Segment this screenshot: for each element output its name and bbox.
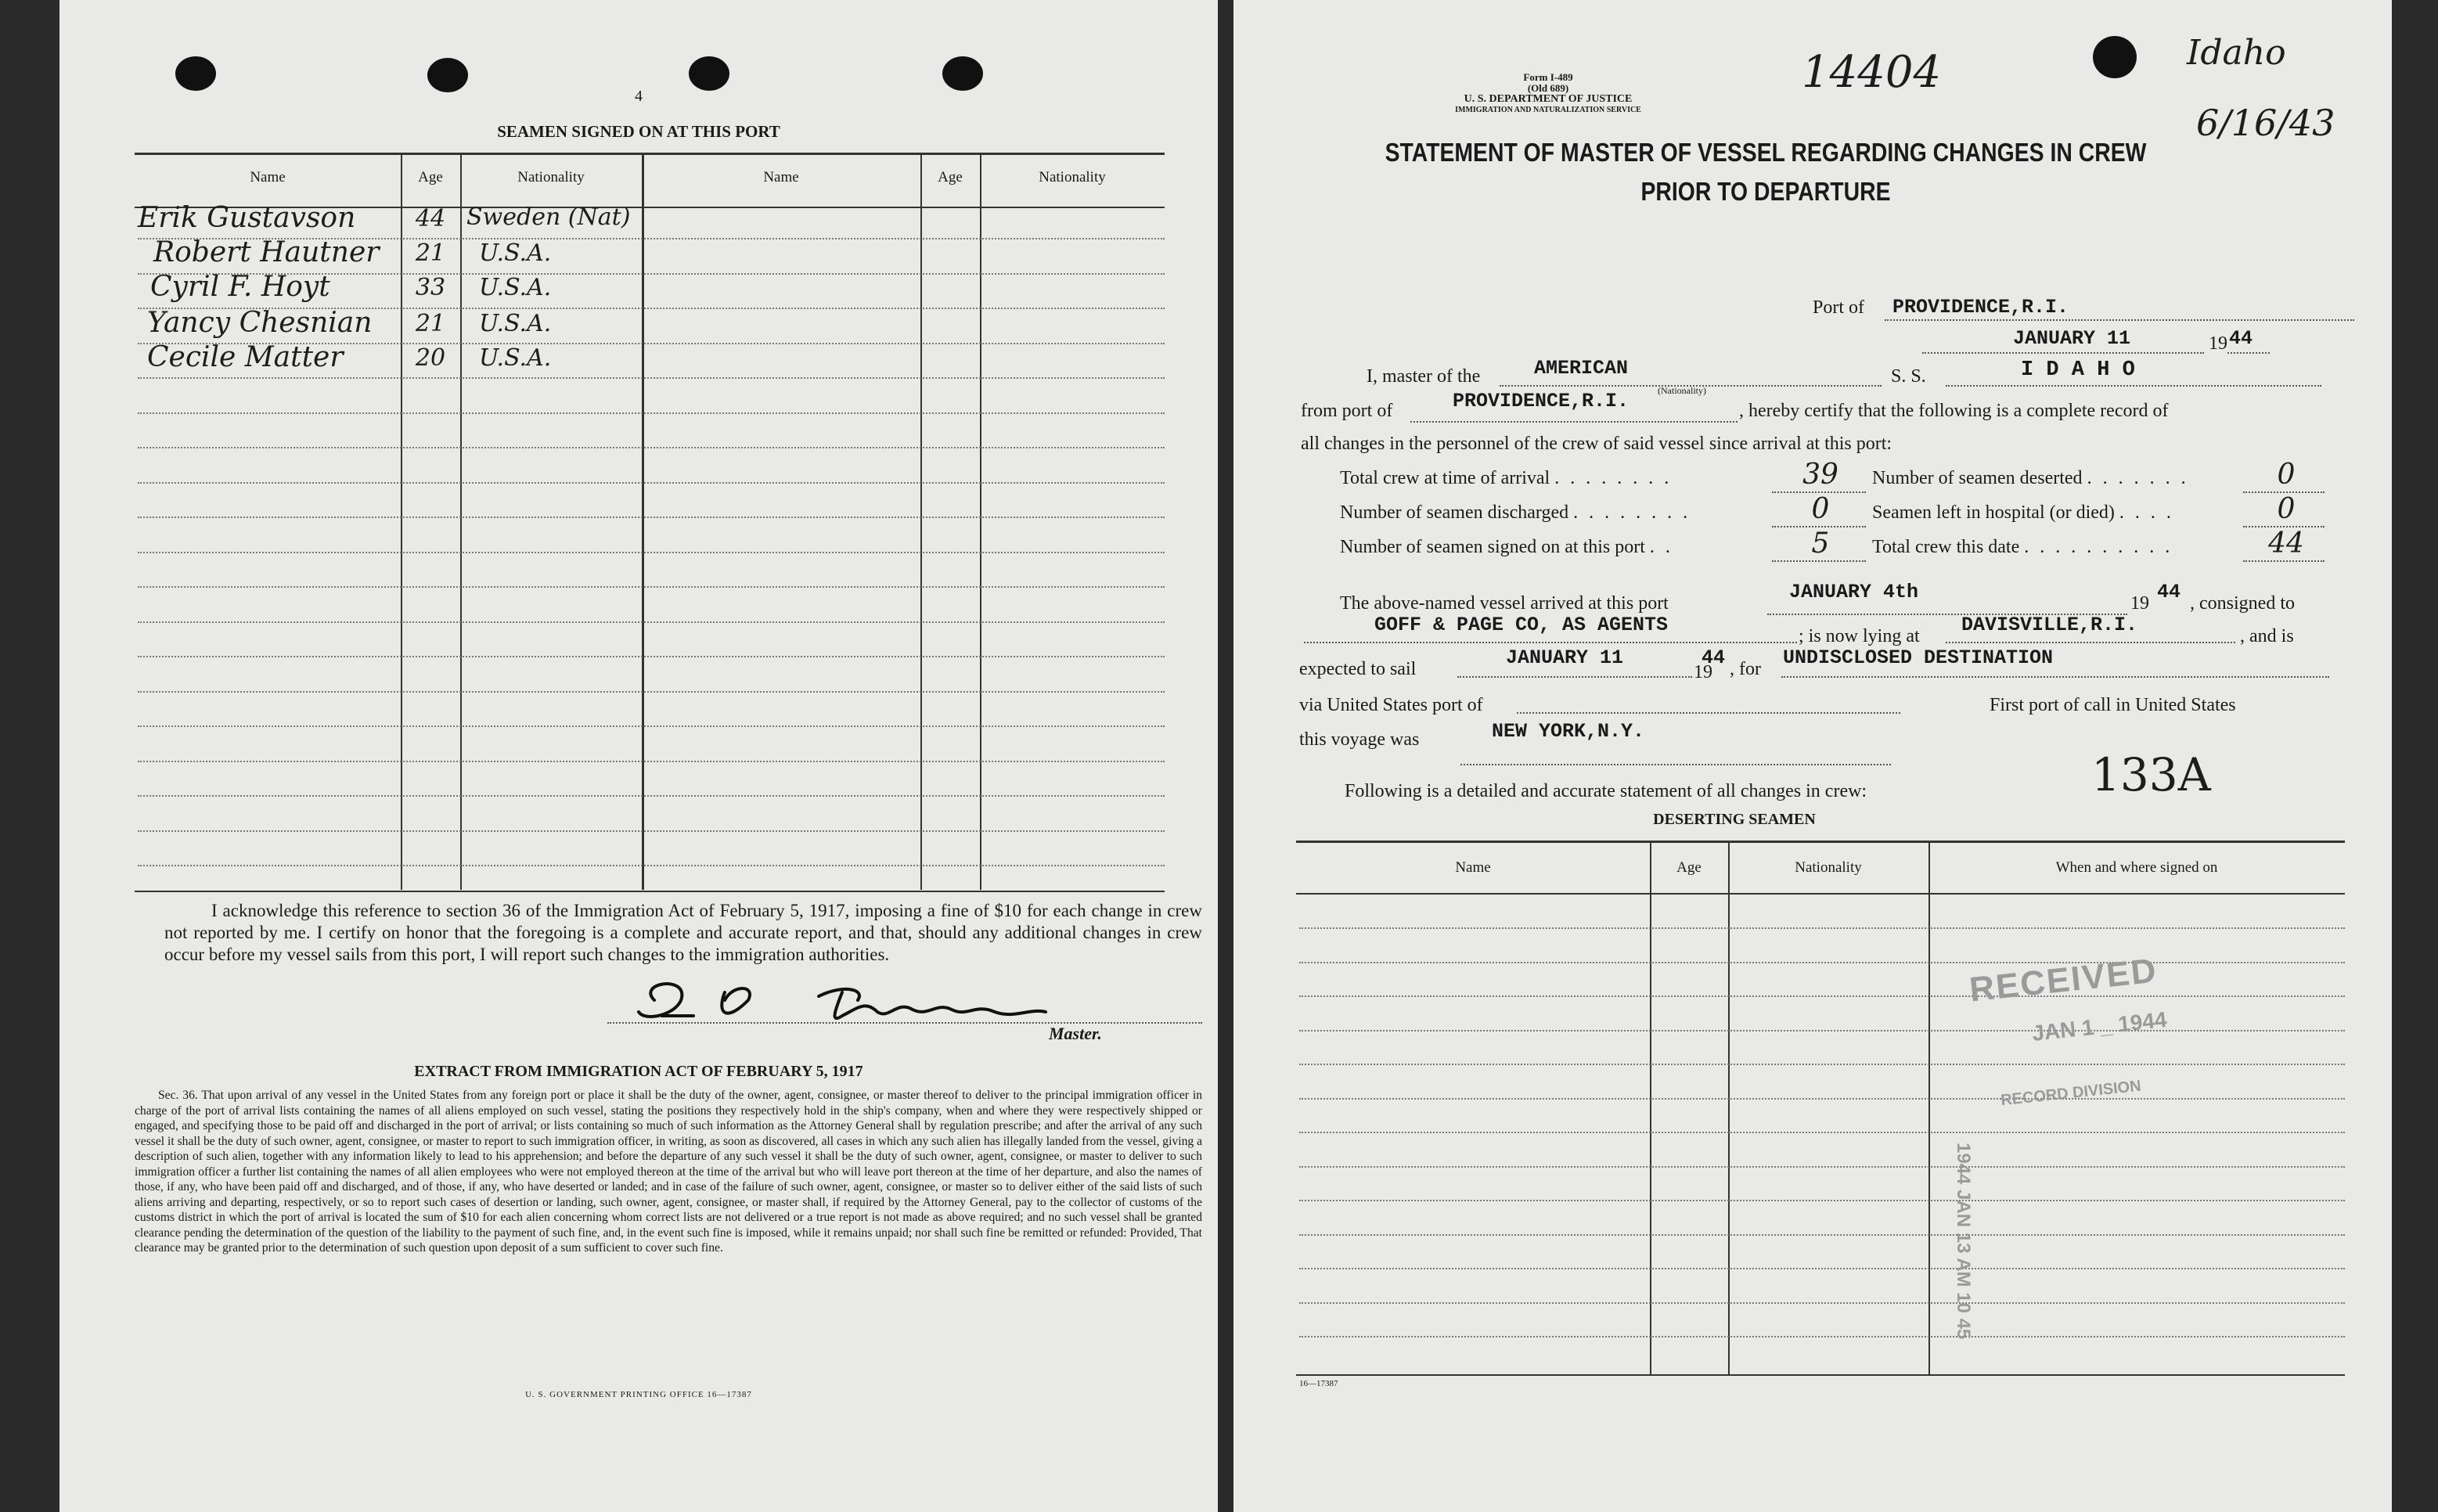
row-rule (138, 691, 1165, 693)
form-title-line1: STATEMENT OF MASTER OF VESSEL REGARDING CHANGES IN CREW (1385, 138, 2147, 167)
seaman-name: Cecile Matter (147, 341, 344, 373)
row-rule (138, 725, 1165, 727)
row-rule (138, 552, 1165, 553)
seaman-nationality: U.S.A. (479, 274, 552, 301)
stat-label: Seamen left in hospital (or died) . . . . (1872, 502, 2174, 523)
certify-text-continued: all changes in the personnel of the crew of said vessel since arrival at this port: (1301, 434, 1892, 454)
seaman-nationality: U.S.A. (479, 310, 552, 337)
row-rule (1299, 1336, 2345, 1337)
vessel-underline (1946, 385, 2321, 387)
from-port-underline (1410, 421, 1738, 423)
seaman-age: 33 (415, 274, 446, 301)
row-rule (1299, 995, 2345, 997)
col-divider (1728, 842, 1730, 1374)
nationality-value: AMERICAN (1534, 357, 1629, 380)
row-rule (1299, 1098, 2345, 1100)
seaman-age: 21 (415, 310, 446, 337)
row-rule (138, 238, 1165, 239)
left-page (59, 0, 1218, 1512)
col-divider (460, 154, 462, 890)
table-top-rule (135, 153, 1165, 155)
row-rule (1299, 962, 2345, 963)
deserting-table-top-rule (1296, 841, 2345, 843)
year-prefix: 19 (2209, 333, 2227, 354)
stat-value: 0 (2277, 459, 2296, 491)
row-rule (138, 621, 1165, 623)
expected-year: 44 (1702, 646, 1726, 669)
seaman-nationality: U.S.A. (479, 344, 552, 372)
deserting-table-bottom-rule (1296, 1374, 2345, 1376)
row-rule (138, 865, 1165, 866)
destination-underline (1781, 676, 2329, 678)
destination-value: UNDISCLOSED DESTINATION (1783, 646, 2054, 669)
row-rule (138, 830, 1165, 832)
col-header-name: Name (763, 169, 799, 185)
lying-at-value: DAVISVILLE,R.I. (1961, 614, 2138, 636)
arrived-date: JANUARY 4th (1789, 581, 1919, 603)
deserting-col-nationality: Nationality (1795, 859, 1862, 876)
extract-text: Sec. 36. That upon arrival of any vessel in the United States from any foreign port or place it shall be the duty of the owner, agent, consignee, or master thereof to deliver to the principal immigration officer in charge of the port of arrival lists containing the names of all aliens employed on such vessel, stating the positions they respectively hold in the ship's company, when and where they were respectively shipped or engaged, and specifying those to be paid off and discharged in the port of arrival; or lists containing so much of such information as the Attorney General shall by regulation prescribe; and after the arrival of any such vessel it shall be the duty of such owner, agent, consignee, or master to report to such immigration officer, in writing, as soon as discovered, all cases in which any such alien has illegally landed from the vessel, giving a description of such alien, together with any information likely to lead to his apprehension; and before the departure of any such vessel it shall be the duty of such owner, agent, consignee, or master to deliver to such immigration officer a further list containing the names of all alien employees who were not employed thereon at the time of the arrival but who will leave port thereon at the time of her departure, and also the names of those, if any, who have been paid off and discharged, and of those, if any, who have deserted or landed; and in case of the failure of such owner, agent, consignee, or master so to deliver either of the said lists of such aliens arriving and departing, respectively, or so to report such cases of desertion or landing, such owner, agent, consignee, or master shall, if required by the Attorney General, pay to the collector of customs of the customs district in which the port of arrival is located the sum of $10 for each alien concerning whom correct lists are not delivered or a true report is not made as above required; and no such vessel shall be granted clearance pending the determination of the question of the liability to the payment of such fine, and, in the event such fine is imposed, while it remains unpaid; nor shall such fine be remitted or refunded: Provided, That clearance may be granted prior to the determination of such question upon deposit of a sum sufficient to cover such fine. (135, 1089, 1202, 1255)
port-label: Port of (1813, 297, 1864, 318)
punch-hole (2093, 36, 2137, 78)
row-rule (138, 412, 1165, 414)
row-rule (138, 377, 1165, 379)
following-label: Following is a detailed and accurate statement of all changes in crew: (1345, 781, 1867, 801)
seaman-name: Yancy Chesnian (147, 307, 373, 339)
expected-year-prefix: 19 (1694, 662, 1712, 682)
port-underline (1885, 319, 2354, 321)
received-stamp-date: JAN 1 _ 1944 (2030, 1007, 2168, 1046)
row-rule (1299, 1302, 2345, 1304)
row-rule (1299, 1200, 2345, 1201)
vessel-value: I D A H O (2021, 358, 2135, 382)
deserting-seamen-title: DESERTING SEAMEN (1653, 811, 1816, 828)
stat-value: 0 (2277, 493, 2296, 525)
via-label: via United States port of (1299, 695, 1483, 715)
first-port-underline (1460, 764, 1891, 765)
consignee-value: GOFF & PAGE CO, AS AGENTS (1374, 614, 1669, 636)
nationality-caption: (Nationality) (1658, 385, 1706, 396)
consigned-label: , consigned to (2190, 593, 2295, 614)
stat-underline (1772, 560, 1866, 562)
col-divider (1928, 842, 1930, 1374)
row-rule (138, 517, 1165, 518)
col-header-age: Age (418, 169, 443, 185)
row-rule (1299, 1166, 2345, 1168)
stat-label: Number of seamen signed on at this port . . (1340, 537, 1673, 557)
service: IMMIGRATION AND NATURALIZATION SERVICE (1455, 106, 1641, 114)
expected-label: expected to sail (1299, 659, 1417, 679)
vertical-time-stamp-text: 1944 JAN 13 AM 10 45 (1953, 1143, 1974, 1340)
printer-imprint: 16—17387 (1299, 1379, 1338, 1388)
date-underline (1922, 352, 2204, 354)
punch-hole (175, 56, 216, 91)
row-rule (138, 761, 1165, 762)
right-page (1233, 0, 2392, 1512)
row-rule (138, 343, 1165, 344)
row-rule (1299, 1132, 2345, 1133)
arrived-year-prefix: 19 (2130, 593, 2149, 614)
certify-text: , hereby certify that the following is a complete record of (1739, 401, 2169, 421)
stat-label: Number of seamen deserted . . . . . . . (1872, 468, 2189, 488)
seaman-age: 20 (415, 344, 446, 372)
col-divider (920, 154, 922, 890)
consignee-underline (1304, 642, 1797, 643)
stat-label: Number of seamen discharged . . . . . . . . (1340, 502, 1691, 523)
row-rule (1299, 1268, 2345, 1269)
stat-value: 44 (2268, 527, 2304, 560)
ss-label: S. S. (1891, 366, 1926, 387)
and-is-label: , and is (2240, 626, 2294, 646)
col-header-name: Name (250, 169, 286, 185)
row-rule (138, 273, 1165, 275)
stat-label-text: Seamen left in hospital (or died) (1872, 502, 2115, 523)
row-rule (1299, 927, 2345, 929)
stat-label-text: Total crew at time of arrival (1340, 468, 1550, 488)
extract-title: EXTRACT FROM IMMIGRATION ACT OF FEBRUARY 5, 1917 (414, 1063, 863, 1080)
seaman-name: Erik Gustavson (138, 202, 356, 234)
table-bottom-rule (135, 891, 1165, 892)
col-divider (980, 154, 981, 890)
first-port-label: First port of call in United States (1990, 695, 2236, 715)
lying-label: ; is now lying at (1799, 626, 1920, 646)
col-header-nationality: Nationality (517, 169, 585, 185)
year-underline (2227, 352, 2270, 354)
seamen-signed-title: SEAMEN SIGNED ON AT THIS PORT (497, 122, 780, 141)
seaman-name: Robert Hautner (153, 236, 380, 268)
first-port-value: NEW YORK,N.Y. (1492, 720, 1645, 743)
stat-label-text: Total crew this date (1872, 537, 2020, 557)
seaman-nationality: Sweden (Nat) (466, 203, 631, 231)
seaman-age: 44 (415, 205, 446, 232)
page-number: 4 (635, 88, 643, 105)
form-number: Form I-489 (1523, 71, 1573, 83)
stat-label-text: Number of seamen signed on at this port (1340, 537, 1645, 557)
year-value: 44 (2229, 327, 2253, 350)
from-port-label: from port of (1301, 401, 1393, 421)
deserting-header-rule (1296, 893, 2345, 895)
form-old-number: (Old 689) (1527, 82, 1569, 94)
row-rule (138, 482, 1165, 484)
handwritten-code: 133A (2091, 748, 2211, 801)
from-port-value: PROVIDENCE,R.I. (1453, 390, 1630, 412)
row-rule (1299, 1030, 2345, 1031)
lying-underline (1946, 642, 2235, 643)
col-header-nationality: Nationality (1039, 169, 1106, 185)
acknowledgement-text: I acknowledge this reference to section 36 of the Immigration Act of February 5, 1917, imposing a fine of $10 for each change in crew not reported by me. I certify on honor that the foregoing is a complete and accurate report, and that, should any additional changes in crew occur before my vessel sails from this port, I will report such changes to the immigration authorities. (164, 901, 1202, 964)
stat-underline (2243, 560, 2325, 562)
row-rule (138, 795, 1165, 797)
punch-hole (942, 56, 983, 91)
col-divider (1650, 842, 1651, 1374)
handwritten-file-number: 14404 (1802, 47, 1942, 98)
received-stamp-division: RECORD DIVISION (2000, 1077, 2142, 1110)
deserting-col-age: Age (1676, 859, 1702, 876)
stat-label-text: Number of seamen deserted (1872, 468, 2083, 488)
stat-value: 5 (1811, 527, 1830, 560)
master-signature (607, 969, 1093, 1039)
stat-label: Total crew at time of arrival . . . . . . . . (1340, 468, 1673, 488)
handwritten-date: 6/16/43 (2196, 102, 2335, 144)
punch-hole (689, 56, 729, 91)
expected-date: JANUARY 11 (1506, 646, 1624, 669)
voyage-label: this voyage was (1299, 729, 1420, 750)
signature-line (607, 1022, 1202, 1024)
master-label: Master. (1049, 1024, 1102, 1043)
arrived-label: The above-named vessel arrived at this port (1340, 593, 1669, 614)
row-rule (1299, 1064, 2345, 1065)
deserting-col-name: Name (1455, 859, 1491, 876)
stat-value: 0 (1811, 493, 1830, 525)
printer-imprint: U. S. GOVERNMENT PRINTING OFFICE 16—17387 (525, 1390, 752, 1399)
received-stamp: RECEIVED (1968, 951, 2159, 1010)
stat-label-text: Number of seamen discharged (1340, 502, 1569, 523)
department: U. S. DEPARTMENT OF JUSTICE (1464, 93, 1633, 105)
arrived-year: 44 (2157, 581, 2181, 603)
via-underline (1517, 712, 1900, 714)
signature-text (592, 1013, 596, 1028)
seaman-nationality: U.S.A. (479, 239, 552, 267)
row-rule (138, 586, 1165, 588)
seaman-age: 21 (415, 239, 446, 267)
port-value: PROVIDENCE,R.I. (1892, 296, 2069, 319)
form-title-line2: PRIOR TO DEPARTURE (1640, 177, 1891, 206)
row-rule (138, 656, 1165, 657)
seaman-name: Cyril F. Hoyt (150, 271, 330, 303)
date-value: JANUARY 11 (2013, 327, 2131, 350)
col-divider (642, 154, 644, 890)
expected-underline (1457, 676, 1692, 678)
handwritten-vessel-name: Idaho (2187, 33, 2286, 73)
stat-value: 39 (1802, 459, 1838, 491)
row-rule (138, 447, 1165, 448)
col-header-age: Age (938, 169, 963, 185)
deserting-col-signed-on: When and where signed on (2055, 859, 2218, 876)
for-label: , for (1730, 659, 1761, 679)
row-rule (138, 308, 1165, 309)
row-rule (1299, 1234, 2345, 1236)
stat-label: Total crew this date . . . . . . . . . . (1872, 537, 2173, 557)
master-of-label: I, master of the (1367, 366, 1481, 387)
